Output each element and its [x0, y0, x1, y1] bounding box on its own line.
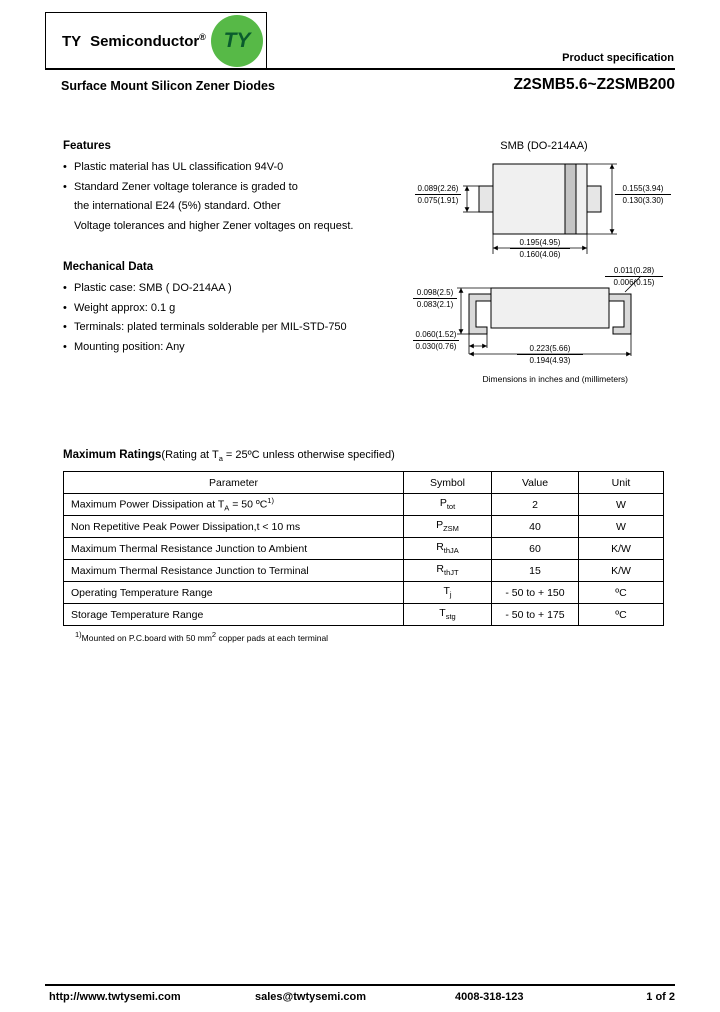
mechanical-data-section — [63, 261, 347, 357]
logo-text — [62, 32, 206, 50]
dim-height — [413, 288, 457, 309]
features-list — [63, 158, 353, 236]
text-line — [63, 178, 353, 198]
registered-trademark-icon: ® — [199, 32, 206, 42]
column-header: Parameter — [64, 472, 404, 494]
footer-page-number: 1 of 2 — [646, 991, 675, 1003]
package-caption: Dimensions in inches and (millimeters) — [482, 374, 628, 384]
part-number: Z2SMB5.6~Z2SMB200 — [513, 76, 675, 93]
doc-subtitle: Surface Mount Silicon Zener Diodes — [61, 79, 275, 93]
parameter-cell: Storage Temperature Range — [64, 604, 404, 626]
header-rule — [45, 68, 675, 70]
dim-min: 0.075(1.91) — [417, 196, 459, 205]
text-line — [63, 318, 347, 338]
bullet-icon: • — [63, 161, 67, 173]
text-line — [63, 217, 353, 237]
line-text: Terminals: plated terminals solderable per MIL-STD-750 — [74, 321, 347, 333]
column-header: Symbol — [404, 472, 492, 494]
logo — [45, 12, 267, 69]
value-cell: 40 — [492, 516, 579, 538]
symbol-cell: $P_{ZSM}$ — [404, 516, 492, 538]
parameter-cell: Maximum Thermal Resistance Junction to Terminal — [64, 560, 404, 582]
unit-cell: ºC — [579, 582, 664, 604]
value-cell: - 50 to + 150 — [492, 582, 579, 604]
dim-lead-width — [415, 184, 461, 205]
value-cell: 2 — [492, 494, 579, 516]
value-cell: - 50 to + 175 — [492, 604, 579, 626]
parameter-cell: Maximum Power Dissipation at $T_A = 50$ ºC$^{1)}$ — [64, 494, 404, 516]
line-text: the international E24 (5%) standard. Other — [74, 200, 281, 212]
ratings-row — [64, 538, 664, 560]
footer-rule — [45, 984, 675, 986]
dim-foot-length — [413, 330, 459, 351]
ratings-row — [64, 516, 664, 538]
symbol-cell: $R_{thJA}$ — [404, 538, 492, 560]
bullet-icon: • — [63, 321, 67, 333]
dim-body-length — [510, 238, 570, 259]
logo-company-name: TY Semiconductor — [62, 33, 200, 50]
line-text: Plastic material has UL classification 94V-0 — [74, 161, 284, 173]
dim-max: 0.098(2.5) — [413, 288, 457, 299]
unit-cell: ºC — [579, 604, 664, 626]
dim-min: 0.194(4.93) — [529, 356, 571, 365]
bullet-icon: • — [63, 301, 67, 314]
logo-badge-text: TY — [223, 29, 251, 52]
mechanical-data-heading: Mechanical Data — [63, 261, 154, 273]
ratings-footnote: $^{1)}$Mounted on P.C.board with 50 $mm^2$ copper pads at each terminal — [75, 630, 329, 643]
line-text: Standard Zener voltage tolerance is graded to — [74, 180, 298, 193]
ratings-row — [64, 560, 664, 582]
line-text: Plastic case: SMB ( DO-214AA ) — [74, 282, 232, 294]
features-section — [63, 140, 353, 236]
features-heading: Features — [63, 140, 111, 152]
ratings-row — [64, 604, 664, 626]
dim-max: 0.195(4.95) — [510, 238, 570, 249]
package-outline-drawing — [413, 140, 675, 395]
column-header: Value — [492, 472, 579, 494]
dim-body-width — [615, 184, 671, 205]
symbol-cell: $T_{stg}$ — [404, 604, 492, 626]
line-text: Mounting position: Any — [74, 340, 185, 353]
bullet-icon: • — [63, 282, 67, 294]
dim-min: 0.083(2.1) — [416, 300, 454, 309]
ratings-table-body — [64, 494, 664, 626]
footer-website-link[interactable]: http://www.twtysemi.com — [49, 991, 181, 1003]
parameter-cell: Maximum Thermal Resistance Junction to Ambient — [64, 538, 404, 560]
dim-max: 0.155(3.94) — [615, 184, 671, 195]
dim-min: 0.130(3.30) — [622, 196, 664, 205]
unit-cell: K/W — [579, 560, 664, 582]
mechanical-data-list — [63, 279, 347, 357]
dim-max: 0.089(2.26) — [415, 184, 461, 195]
symbol-cell: $T_j$ — [404, 582, 492, 604]
package-title: SMB (DO-214AA) — [500, 140, 588, 152]
column-header: Unit — [579, 472, 664, 494]
dim-max: 0.223(5.66) — [517, 344, 583, 355]
dim-min: 0.030(0.76) — [415, 342, 457, 351]
ratings-heading — [63, 449, 395, 463]
symbol-cell: $R_{thJT}$ — [404, 560, 492, 582]
text-line — [63, 197, 353, 217]
ratings-table — [63, 471, 664, 626]
dim-min: 0.006(0.15) — [613, 278, 655, 287]
unit-cell: W — [579, 494, 664, 516]
dim-overall-length — [517, 344, 583, 365]
value-cell: 15 — [492, 560, 579, 582]
product-spec-label: Product specification — [562, 52, 674, 64]
line-text: Weight approx: 0.1 g — [74, 301, 176, 314]
dim-terminal-thickness — [605, 266, 663, 287]
symbol-cell: $P_{tot}$ — [404, 494, 492, 516]
dim-max: 0.011(0.28) — [605, 266, 663, 277]
parameter-cell: Non Repetitive Peak Power Dissipation,t < 10 ms — [64, 516, 404, 538]
unit-cell: K/W — [579, 538, 664, 560]
dim-max: 0.060(1.52) — [413, 330, 459, 341]
ratings-row — [64, 494, 664, 516]
unit-cell: W — [579, 516, 664, 538]
dim-min: 0.160(4.06) — [519, 250, 561, 259]
text-line — [63, 299, 347, 319]
ratings-heading-note: (Rating at $T_a$ = 25ºC unless otherwise specified) — [161, 449, 395, 464]
bullet-icon: • — [63, 180, 67, 193]
text-line — [63, 279, 347, 299]
ratings-heading-title: Maximum Ratings — [63, 449, 162, 461]
value-cell: 60 — [492, 538, 579, 560]
ratings-row — [64, 582, 664, 604]
bullet-icon: • — [63, 340, 67, 353]
parameter-cell: Operating Temperature Range — [64, 582, 404, 604]
footer-email-link[interactable]: sales@twtysemi.com — [255, 991, 366, 1003]
line-text: Voltage tolerances and higher Zener voltages on request. — [74, 219, 354, 232]
text-line — [63, 158, 353, 178]
ratings-head-row — [64, 472, 664, 494]
footer-phone: 4008-318-123 — [455, 991, 524, 1003]
logo-badge-icon — [211, 15, 263, 67]
text-line — [63, 338, 347, 358]
